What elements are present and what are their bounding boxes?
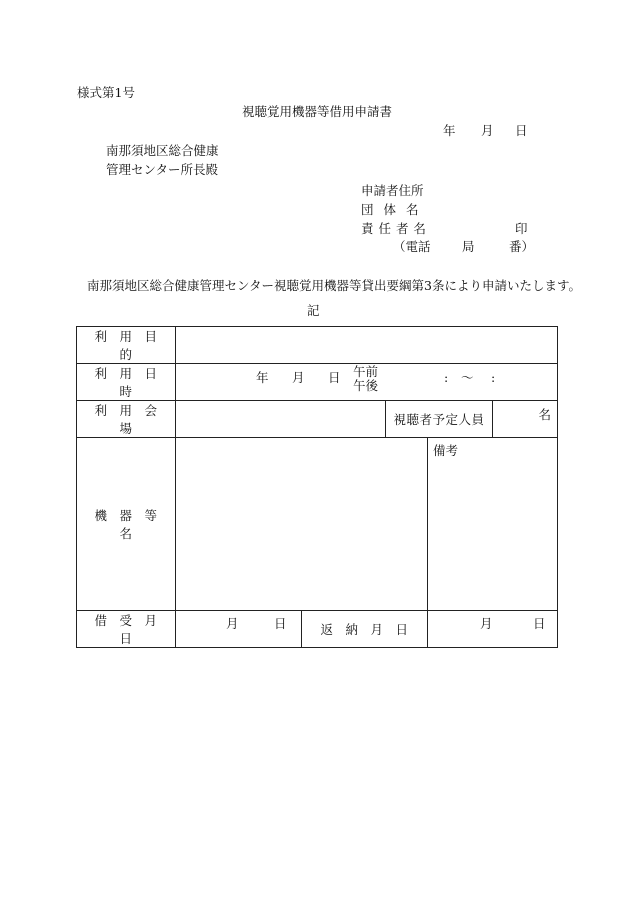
purpose-char-2: 用: [119, 329, 133, 344]
remarks-field[interactable]: [428, 438, 558, 611]
date-day-label: 日: [515, 123, 528, 138]
equipment-field[interactable]: [176, 438, 428, 611]
equipment-char-4: 名: [119, 526, 133, 541]
return-char-1: 返: [320, 622, 334, 637]
datetime-pm: 午後: [353, 378, 379, 393]
date-year-label: 年: [443, 123, 456, 138]
datetime-colon-start: :: [444, 370, 449, 385]
ki-heading: 記: [307, 303, 320, 318]
purpose-label: [77, 327, 176, 364]
purpose-char-1: 利: [94, 329, 108, 344]
venue-char-2: 用: [119, 403, 133, 418]
datetime-char-1: 利: [94, 366, 108, 381]
datetime-field[interactable]: [176, 364, 558, 401]
datetime-colon-end: :: [491, 370, 496, 385]
purpose-char-3: 目: [144, 329, 158, 344]
return-char-2: 納: [345, 622, 359, 637]
datetime-year: 年: [256, 370, 269, 385]
return-char-4: 日: [395, 622, 409, 637]
borrow-date-label: [77, 611, 176, 648]
return-day: 日: [533, 616, 546, 631]
borrow-month: 月: [226, 616, 239, 631]
borrow-char-1: 借: [94, 613, 108, 628]
datetime-char-2: 用: [119, 366, 133, 381]
equipment-char-3: 等: [144, 508, 158, 523]
addressee-line-1: 南那須地区総合健康: [106, 143, 219, 158]
venue-field[interactable]: [176, 401, 386, 438]
return-month: 月: [480, 616, 493, 631]
equipment-char-2: 器: [119, 508, 133, 523]
applicant-group-label: 団 体 名: [361, 202, 419, 217]
viewers-label-text: 視聴者予定人員: [393, 412, 485, 427]
addressee-line-2: 管理センター所長殿: [106, 162, 219, 177]
return-date-field[interactable]: [428, 611, 558, 648]
venue-label: [77, 401, 176, 438]
borrow-day: 日: [274, 616, 287, 631]
phone-number-label: 番）: [509, 239, 535, 254]
borrow-char-4: 日: [119, 631, 133, 646]
application-statement: 南那須地区総合健康管理センター視聴覚用機器等貸出要綱第3条により申請いたします。: [87, 278, 581, 293]
datetime-char-4: 時: [119, 384, 133, 399]
purpose-field[interactable]: [176, 327, 558, 364]
viewers-count-field[interactable]: [493, 401, 558, 438]
document-title: 視聴覚用機器等借用申請書: [242, 104, 393, 119]
venue-char-1: 利: [94, 403, 108, 418]
datetime-day: 日: [328, 370, 341, 385]
applicant-person-label: 責 任 者 名: [361, 221, 426, 236]
venue-char-3: 会: [144, 403, 158, 418]
date-month-label: 月: [481, 123, 494, 138]
phone-label: （電話: [393, 239, 431, 254]
applicant-address-label: 申請者住所: [361, 183, 424, 198]
return-date-label: [302, 611, 428, 648]
venue-char-4: 場: [119, 421, 133, 436]
datetime-am: 午前: [353, 364, 379, 379]
return-char-3: 月: [370, 622, 384, 637]
datetime-tilde: 〜: [461, 370, 474, 385]
borrow-char-2: 受: [119, 613, 133, 628]
seal-mark: 印: [515, 221, 528, 236]
datetime-char-3: 日: [144, 366, 158, 381]
datetime-month: 月: [292, 370, 305, 385]
equipment-char-1: 機: [94, 508, 108, 523]
application-form-table: [76, 326, 558, 648]
remarks-label: 備考: [433, 443, 459, 458]
borrow-char-3: 月: [144, 613, 158, 628]
purpose-char-4: 的: [119, 347, 133, 362]
viewers-unit: 名: [538, 407, 552, 422]
viewers-label: [386, 401, 493, 438]
phone-exchange-label: 局: [462, 239, 475, 254]
datetime-label: [77, 364, 176, 401]
form-number: 様式第1号: [77, 85, 135, 100]
borrow-date-field[interactable]: [176, 611, 302, 648]
equipment-label: [77, 438, 176, 611]
